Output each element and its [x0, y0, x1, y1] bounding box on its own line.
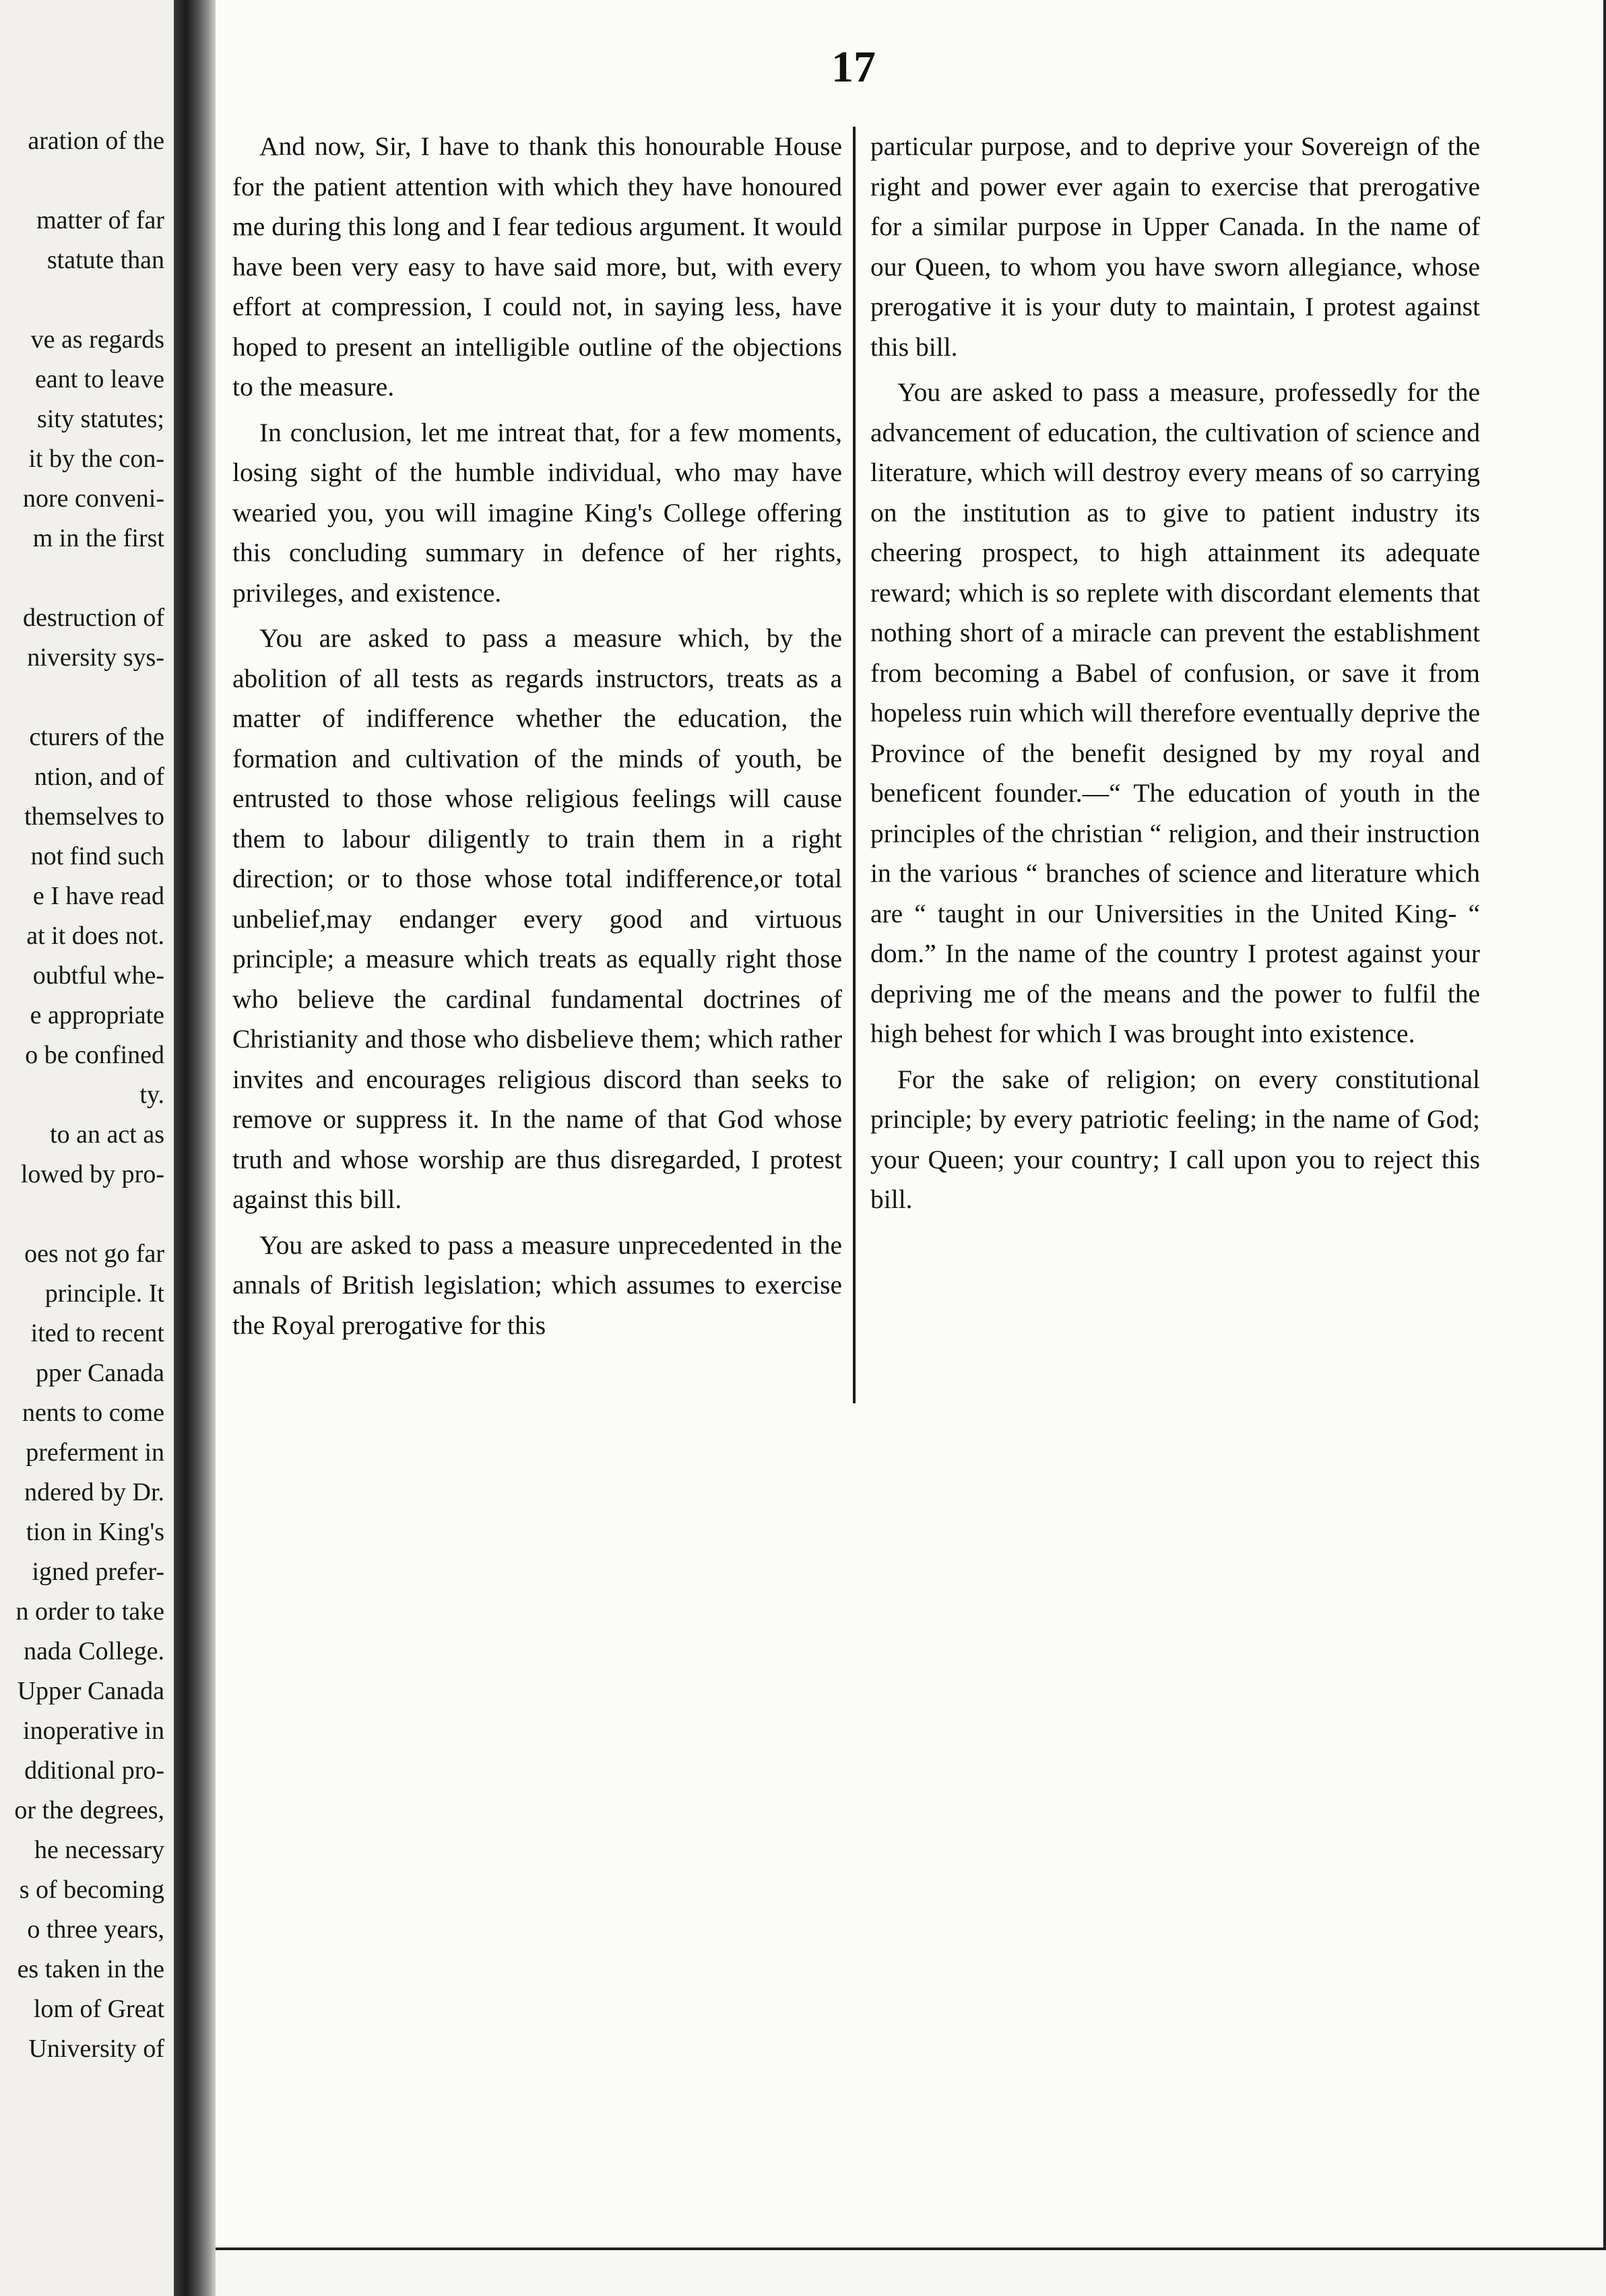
paragraph: particular purpose, and to deprive your Sovereign of the right and power ever again to exercise that prerogative for a similar purpose in Upper Canada. In the name of our Queen, to whom you have sworn allegiance, whose prerogative it is your duty to maintain, I protest against this bill.	[870, 131, 1480, 362]
facing-page-line: it by the con-	[28, 445, 164, 473]
page-number: 17	[831, 42, 876, 92]
facing-page-line: ndered by Dr.	[24, 1478, 164, 1506]
facing-page-line: aration of the	[28, 127, 164, 155]
facing-page-line: nada College.	[24, 1637, 164, 1665]
facing-page-line: e appropriate	[30, 1001, 164, 1029]
facing-page-line	[14, 280, 164, 320]
facing-page-line: lom of Great	[33, 1995, 164, 2023]
left-text-column	[232, 127, 842, 1351]
facing-page-line: tion in King's	[26, 1518, 164, 1546]
facing-page-line	[14, 161, 164, 201]
facing-page-line: ited to recent	[30, 1319, 164, 1347]
facing-page-line: or the degrees,	[14, 1796, 164, 1824]
facing-page-line: igned prefer-	[32, 1558, 164, 1586]
right-text-column	[870, 127, 1480, 1225]
paragraph: In conclusion, let me intreat that, for a few moments, losing sight of the humble individual, who may have wearied you, you will imagine King's College offering this concluding summary in defence of her rights, privileges, and existence.	[232, 417, 842, 608]
facing-page-line: inoperative in	[23, 1717, 164, 1745]
facing-page-line: at it does not.	[26, 922, 164, 950]
facing-page-line: o three years,	[27, 1915, 164, 1944]
facing-page-line: eant to leave	[34, 365, 164, 393]
facing-page-line: ty.	[139, 1081, 164, 1109]
facing-page-line: nore conveni-	[23, 484, 164, 513]
facing-page-line: statute than	[46, 246, 164, 274]
facing-page-line: oes not go far	[24, 1240, 164, 1268]
facing-page-line: lowed by pro-	[20, 1160, 164, 1188]
page-bottom-margin	[216, 2250, 1606, 2296]
facing-page-fragment	[0, 0, 174, 2296]
facing-page-line: es taken in the	[17, 1955, 164, 1983]
facing-page-line: preferment in	[26, 1438, 164, 1467]
facing-page-line: s of becoming	[19, 1876, 164, 1904]
paragraph: And now, Sir, I have to thank this honourable House for the patient attention with which they have honoured me during this long and I fear tedious argument. It would have been very easy to have said more, but, with every effort at compression, I could not, in saying less, have hoped to present an intelligible outline of the objections to the measure.	[232, 131, 842, 402]
paragraph: You are asked to pass a measure, professedly for the advancement of education, the cultivation of science and literature, which will destroy every means of so carrying on the institution as to give to patient industry its cheering prospect, to high attainment its adequate reward; which is so replete with discordant elements that nothing short of a miracle can prevent the establishment from becoming a Babel of confusion, or save it from hopeless ruin which will therefore eventually deprive the Province of the benefit designed by my royal and beneficent founder.—“ The education of youth in the principles of the christian “ religion, and their instruction in the various “ branches of science and literature which are “ taught in our Universities in the United King- “ dom.” In the name of the country I protest against your depriving me of the means and the power to fulfil the high behest for which I was brought into existence.	[870, 377, 1480, 1048]
facing-page-line: principle. It	[44, 1279, 164, 1308]
facing-page-line: nents to come	[22, 1399, 164, 1427]
column-divider	[853, 127, 856, 1403]
facing-page-line	[14, 559, 164, 598]
facing-page-line: Upper Canada	[17, 1677, 164, 1705]
facing-page-line: not find such	[30, 842, 164, 870]
facing-page-line: pper Canada	[36, 1359, 164, 1387]
facing-page-line: e I have read	[32, 882, 164, 910]
facing-page-line: o be confined	[25, 1041, 164, 1069]
binding-gutter	[174, 0, 216, 2296]
facing-page-line: matter of far	[36, 206, 164, 234]
facing-page-text	[14, 121, 164, 2069]
facing-page-line: to an act as	[50, 1120, 164, 1149]
facing-page-line: m in the first	[32, 524, 164, 552]
paragraph: You are asked to pass a measure which, by the abolition of all tests as regards instructors, treats as a matter of indifference whether the education, the formation and cultivation of the minds of youth, be entrusted to those whose religious feelings will cause them to labour diligently to train them in a right direction; or to those whose total indifference,or total unbelief,may endanger every good and virtuous principle; a measure which treats as equally right those who believe the cardinal fundamental doctrines of Christianity and those who disbelieve them; which rather invites and encourages religious discord than seeks to remove or suppress it. In the name of that God whose truth and whose worship are thus disregarded, I protest against this bill.	[232, 623, 842, 1214]
facing-page-line: destruction of	[22, 604, 164, 632]
facing-page-line	[14, 1194, 164, 1234]
paragraph: You are asked to pass a measure unprecedented in the annals of British legislation; which assumes to exercise the Royal prerogative for this	[232, 1230, 842, 1340]
facing-page-line: ve as regards	[30, 325, 164, 354]
facing-page-line: sity statutes;	[37, 405, 164, 433]
facing-page-line: ntion, and of	[34, 763, 164, 791]
facing-page-line: oubtful whe-	[32, 961, 164, 990]
facing-page-line: dditional pro-	[24, 1756, 164, 1785]
paragraph: For the sake of religion; on every constitutional principle; by every patriotic feeling; in the name of God; your Queen; your country; I call upon you to reject this bill.	[870, 1064, 1480, 1214]
facing-page-line: he necessary	[34, 1836, 164, 1864]
facing-page-line: University of	[28, 2035, 164, 2063]
facing-page-line: n order to take	[15, 1597, 164, 1626]
facing-page-line: cturers of the	[29, 723, 164, 751]
facing-page-line: niversity sys-	[27, 643, 164, 672]
facing-page-line	[14, 678, 164, 718]
facing-page-line: themselves to	[24, 802, 164, 831]
